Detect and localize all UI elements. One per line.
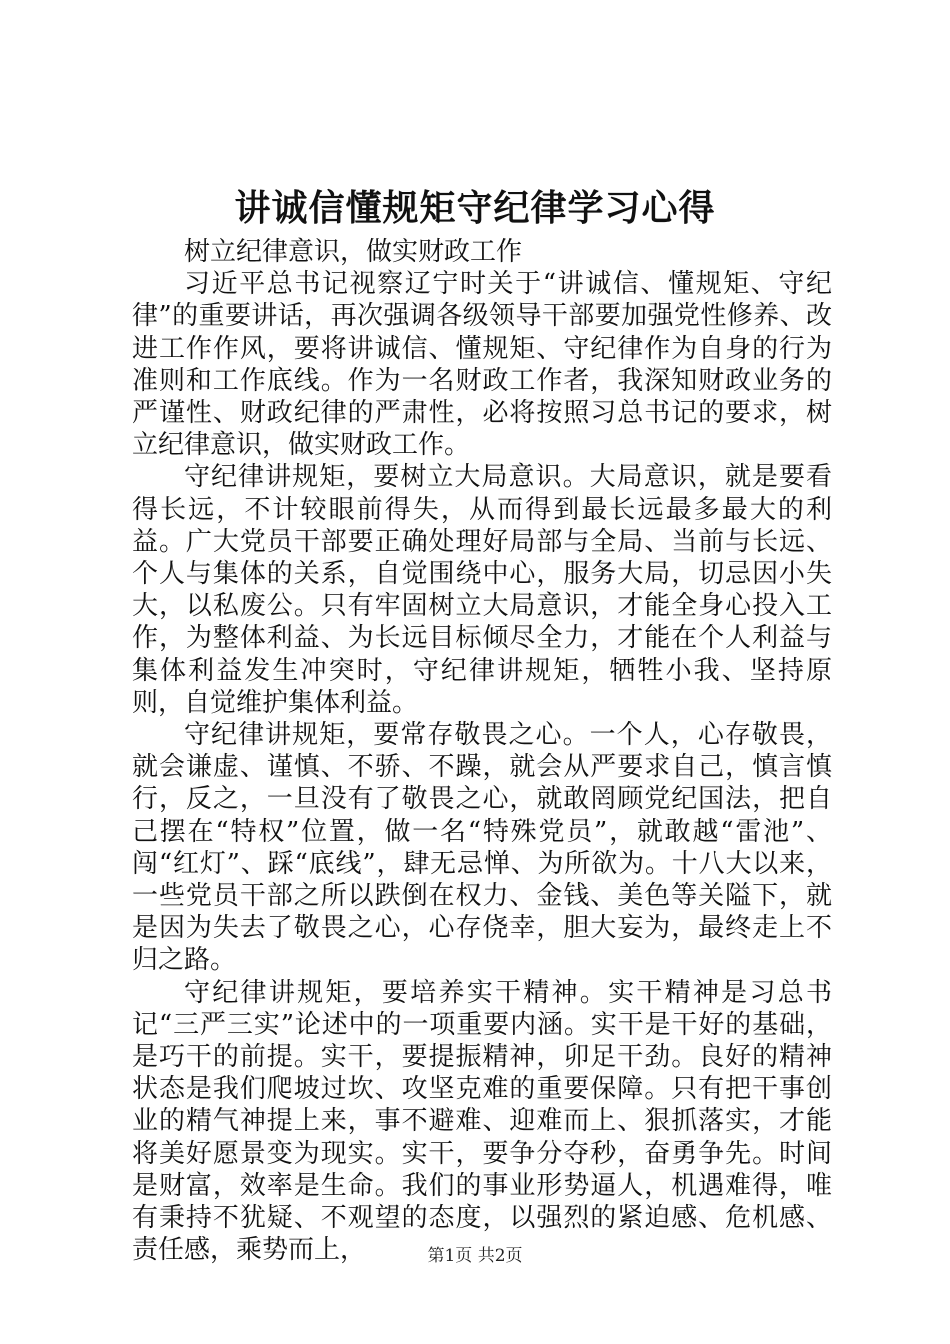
paragraph: 习近平总书记视察辽宁时关于“讲诚信、懂规矩、守纪律”的重要讲话，再次强调各级领导干部要加强党性修养、改进工作作风，要将讲诚信、懂规矩、守纪律作为自身的行为准则和工作底线。作为一名财政工作者，我深知财政业务的严谨性、财政纪律的严肃性，必将按照习总书记的要求，树立纪律意识，做实财政工作。 — [132, 269, 832, 461]
document-title: 讲诚信懂规矩守纪律学习心得 — [234, 187, 716, 229]
page-number-footer: 第1页 共2页 — [427, 1246, 523, 1266]
paragraph: 守纪律讲规矩，要培养实干精神。实干精神是习总书记“三严三实”论述中的一项重要内涵。实干是干好的基础，是巧干的前提。实干，要提振精神，卯足干劲。良好的精神状态是我们爬坡过坎、攻坚克难的重要保障。只有把干事创业的精气神提上来，事不避难、迎难而上、狠抓落实，才能将美好愿景变为现实。实干，要争分夺秒，奋勇争先。时间是财富，效率是生命。我们的事业形势逼人，机遇难得，唯有秉持不犹疑、不观望的态度，以强烈的紧迫感、危机感、责任感，乘势而上， — [132, 977, 832, 1266]
section-heading: 树立纪律意识，做实财政工作 — [184, 237, 523, 267]
paragraph: 守纪律讲规矩，要常存敬畏之心。一个人，心存敬畏，就会谦虚、谨慎、不骄、不躁，就会从严要求自己，慎言慎行，反之，一旦没有了敬畏之心，就敢罔顾党纪国法，把自己摆在“特权”位置，做一名“特殊党员”，就敢越“雷池”、闯“红灯”、踩“底线”，肆无忌惮、为所欲为。十八大以来，一些党员干部之所以跌倒在权力、金钱、美色等关隘下，就是因为失去了敬畏之心，心存侥幸，胆大妄为，最终走上不归之路。 — [132, 720, 832, 976]
document-body — [132, 236, 832, 1267]
paragraph: 守纪律讲规矩，要树立大局意识。大局意识，就是要看得长远，不计较眼前得失，从而得到最长远最多最大的利益。广大党员干部要正确处理好局部与全局、当前与长远、个人与集体的关系，自觉围绕中心，服务大局，切忌因小失大，以私废公。只有牢固树立大局意识，才能全身心投入工作，为整体利益、为长远目标倾尽全力，才能在个人利益与集体利益发生冲突时，守纪律讲规矩，牺牲小我、坚持原则，自觉维护集体利益。 — [132, 462, 832, 718]
